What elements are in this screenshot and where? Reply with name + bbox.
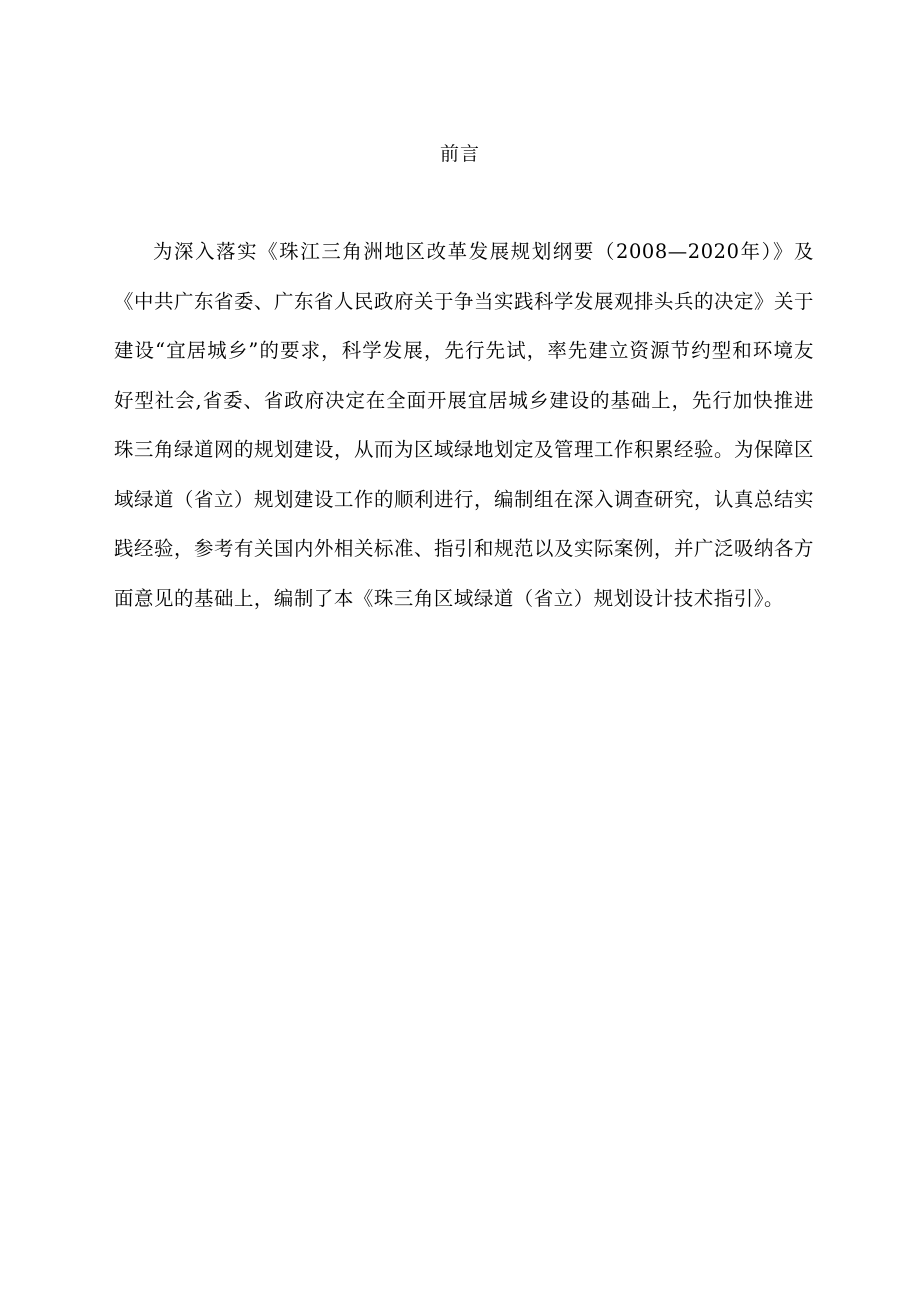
page-title: 前言 xyxy=(439,143,480,165)
preface-paragraph: 为深入落实《珠江三角洲地区改革发展规划纲要（2008—2020年）》及《中共广东省委、广东省人民政府关于争当实践科学发展观排头兵的决定》关于建设“宜居城乡”的要求，科学发展，先行先试，率先建立资源节约型和环境友好型社会,省委、省政府决定在全面开展宜居城乡建设的基础上，先行加快推进珠三角绿道网的规划建设，从而为区域绿地划定及管理工作积累经验。为保障区域绿道（省立）规划建设工作的顺利进行，编制组在深入调查研究，认真总结实践经验，参考有关国内外相关标准、指引和规范以及实际案例，并广泛吸纳各方面意见的基础上，编制了本《珠三角区域绿道（省立）规划设计技术指引》。 xyxy=(114,240,814,610)
